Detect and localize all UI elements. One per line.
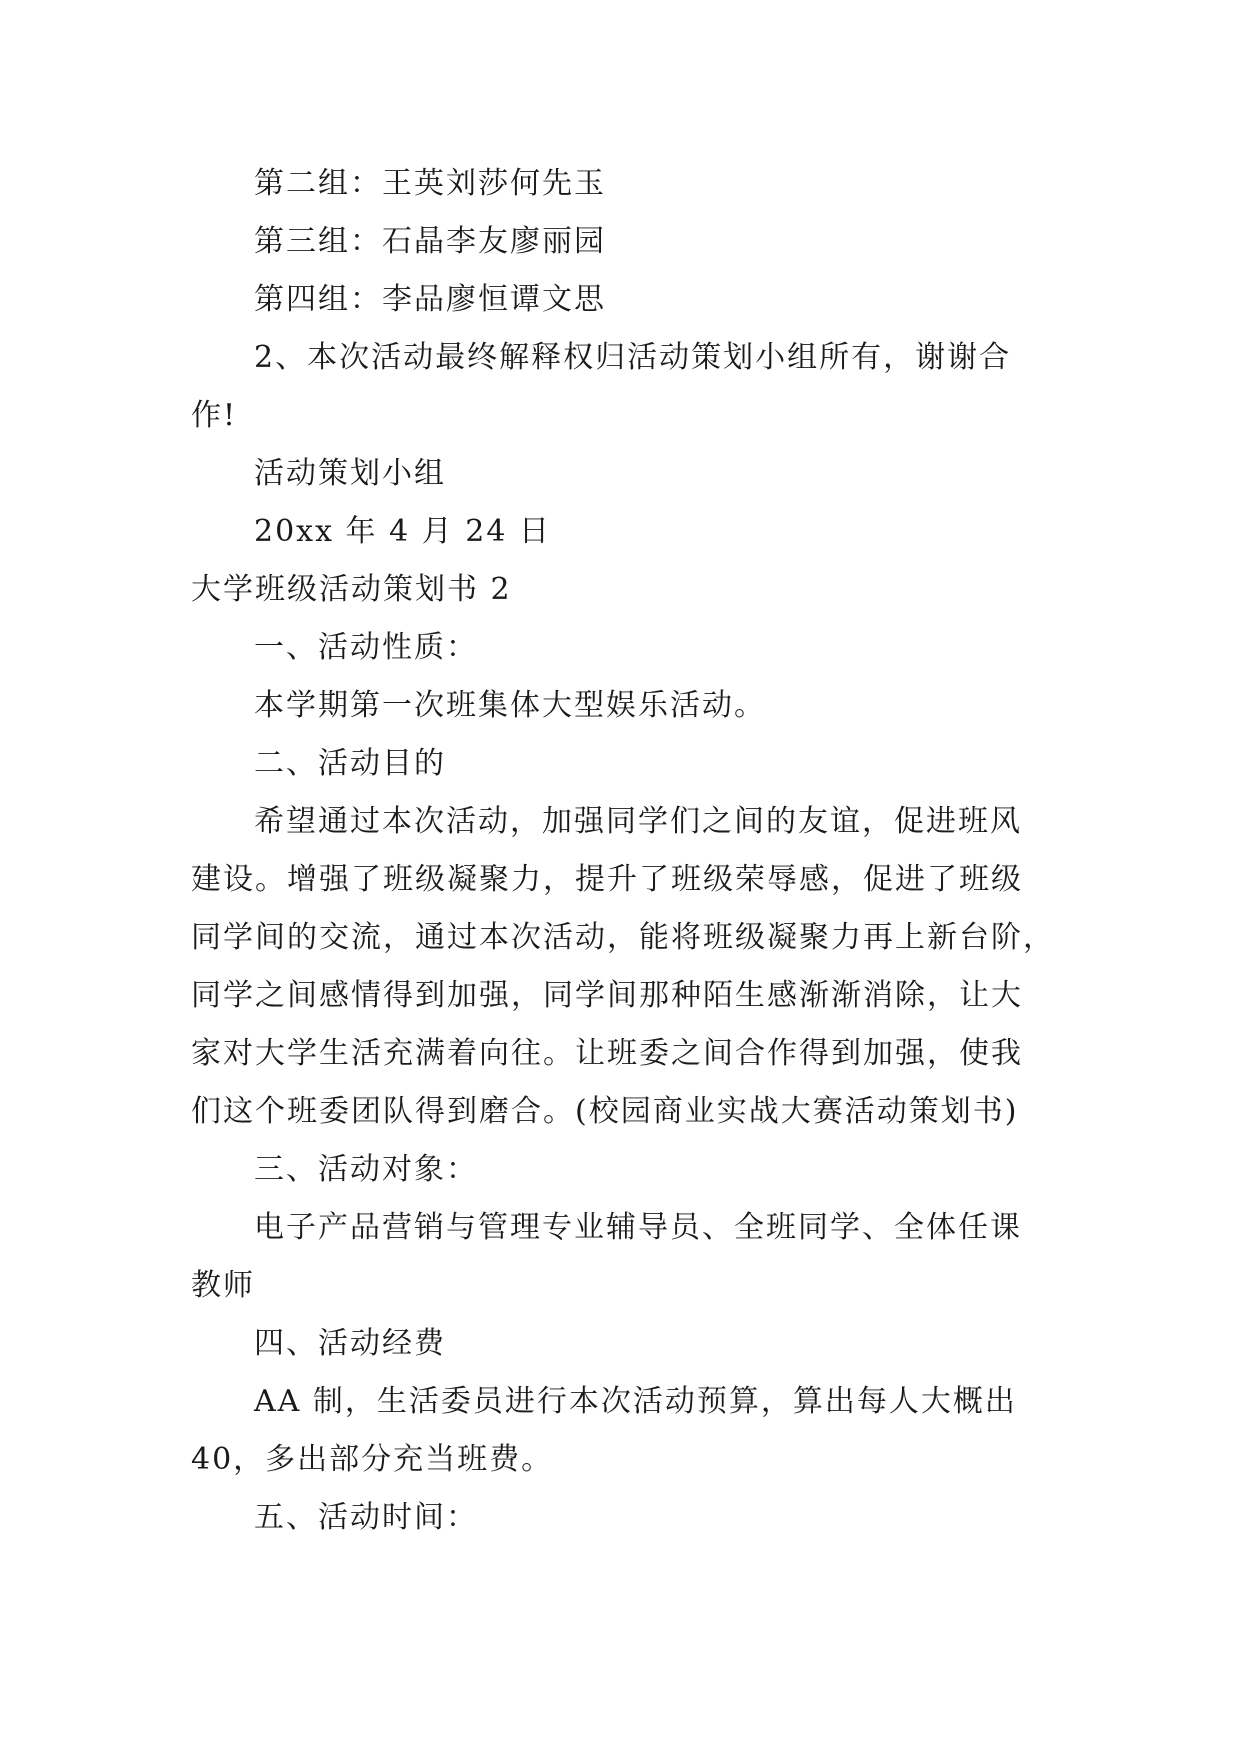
purpose-text-2: 建设。增强了班级凝聚力，提升了班级荣辱感，促进了班级 xyxy=(191,862,1023,897)
group-3-line: 第三组：石晶李友廖丽园 xyxy=(254,224,606,259)
heading-nature: 一、活动性质： xyxy=(254,630,478,665)
heading-target: 三、活动对象： xyxy=(254,1152,478,1187)
signature-group: 活动策划小组 xyxy=(254,456,446,491)
nature-text: 本学期第一次班集体大型娱乐活动。 xyxy=(254,688,766,723)
purpose-text-6: 们这个班委团队得到磨合。(校园商业实战大赛活动策划书) xyxy=(191,1094,1019,1129)
purpose-text-3: 同学间的交流，通过本次活动，能将班级凝聚力再上新台阶， xyxy=(191,920,1055,955)
target-text-1: 电子产品营销与管理专业辅导员、全班同学、全体任课 xyxy=(254,1210,1022,1245)
heading-time: 五、活动时间： xyxy=(254,1500,478,1535)
signature-date: 20xx 年 4 月 24 日 xyxy=(254,514,551,549)
target-text-2: 教师 xyxy=(191,1268,255,1303)
purpose-text-5: 家对大学生活充满着向往。让班委之间合作得到加强，使我 xyxy=(191,1036,1023,1071)
heading-funding: 四、活动经费 xyxy=(254,1326,446,1361)
group-2-line: 第二组：王英刘莎何先玉 xyxy=(254,166,606,201)
funding-text-2: 40，多出部分充当班费。 xyxy=(191,1442,554,1477)
purpose-text-4: 同学之间感情得到加强，同学间那种陌生感渐渐消除，让大 xyxy=(191,978,1023,1013)
note-line: 2、本次活动最终解释权归活动策划小组所有，谢谢合 xyxy=(254,340,1012,375)
purpose-text-1: 希望通过本次活动，加强同学们之间的友谊，促进班风 xyxy=(254,804,1022,839)
heading-purpose: 二、活动目的 xyxy=(254,746,446,781)
group-4-line: 第四组：李品廖恒谭文思 xyxy=(254,282,606,317)
section-title: 大学班级活动策划书 2 xyxy=(191,572,512,607)
funding-text-1: AA 制，生活委员进行本次活动预算，算出每人大概出 xyxy=(254,1384,1017,1419)
note-line-cont: 作! xyxy=(191,398,238,433)
